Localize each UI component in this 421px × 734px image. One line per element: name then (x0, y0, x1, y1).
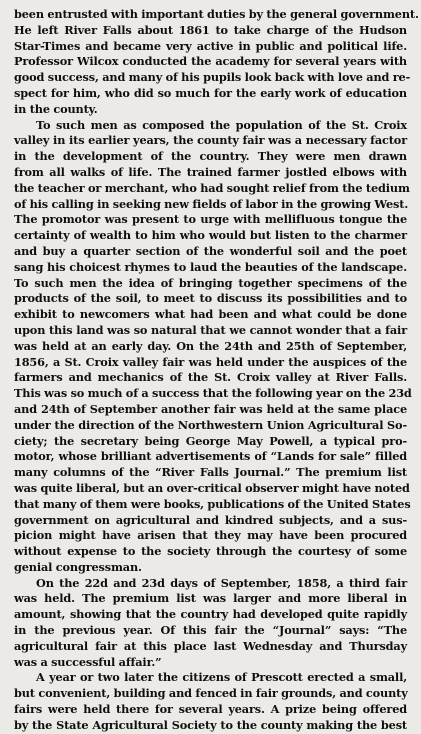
text-line: To such men the idea of bringing together specimens of the (14, 275, 407, 290)
body-text (14, 7, 419, 734)
text-line: On the 22d and 23d days of September, 1858, a third fair (36, 575, 407, 590)
text-line: amount, showing that the country had developed quite rapidly (14, 607, 407, 622)
text-line: was held at an early day. On the 24th and 25th of September, (14, 338, 407, 353)
text-line: good success, and many of his pupils look back with love and re- (14, 70, 411, 85)
text-line: This was so much of a success that the following year on the 23d (14, 386, 412, 401)
text-line: valley in its earlier years, the county fair was a necessary factor (14, 133, 407, 148)
text-line: the teacher or merchant, who had sought relief from the tedium (14, 180, 410, 195)
text-line: under the direction of the Northwestern Union Agricultural So- (14, 417, 407, 432)
text-line: spect for him, who did so much for the early work of education (14, 85, 407, 100)
text-line: was quite liberal, but an over-critical observer might have noted (14, 480, 410, 495)
text-line: but convenient, building and fenced in fair grounds, and county (14, 686, 408, 701)
text-line: without expense to the society through the courtesy of some (14, 544, 407, 559)
text-line: Professor Wilcox conducted the academy for several years with (14, 54, 407, 69)
text-line: motor, whose brilliant advertisements of “Lands for sale” filled (14, 449, 407, 464)
text-line: genial congressman. (14, 559, 142, 574)
text-line: from all walks of life. The trained farmer jostled elbows with (14, 164, 407, 179)
text-line: picion might have arisen that they may have been procured (14, 528, 407, 543)
paragraph (14, 7, 419, 118)
text-line: of his calling in seeking new fields of labor in the growing West. (14, 196, 409, 211)
text-line: Star-Times and became very active in public and political life. (14, 38, 407, 53)
text-line: The promotor was present to urge with mellifluous tongue the (14, 212, 407, 227)
paragraph (14, 576, 407, 671)
text-line: and 24th of September another fair was held at the same place (14, 401, 407, 416)
text-line: certainty of wealth to him who would but listen to the charmer (14, 228, 407, 243)
text-line: exhibit to newcomers what had been and what could be done (14, 307, 407, 322)
text-line: 1856, a St. Croix valley fair was held under the auspices of the (14, 354, 407, 369)
text-line: government on agricultural and kindred subjects, and a sus- (14, 512, 407, 527)
text-line: To such men as composed the population of the St. Croix (36, 117, 407, 132)
text-line: in the previous year. Of this fair the “Journal” says: “The (14, 623, 407, 638)
text-line: ciety; the secretary being George May Powell, a typical pro- (14, 433, 407, 448)
text-line: by the State Agricultural Society to the county making the best (14, 717, 407, 732)
text-line: and buy a quarter section of the wonderful soil and the poet (14, 243, 407, 258)
text-line: fairs were held there for several years. A prize being offered (14, 702, 407, 717)
text-line: He left River Falls about 1861 to take charge of the Hudson (14, 22, 407, 37)
paragraph (14, 670, 407, 733)
text-line: in the development of the country. They were men drawn (14, 149, 407, 164)
text-line: sang his choicest rhymes to laud the beauties of the landscape. (14, 259, 407, 274)
text-line: products of the soil, to meet to discuss its possibilities and to (14, 291, 407, 306)
text-line: many columns of the “River Falls Journal.” The premium list (14, 465, 407, 480)
paragraph (14, 117, 412, 576)
text-line: in the county. (14, 101, 98, 116)
text-line: A year or two later the citizens of Prescott erected a small, (36, 670, 407, 685)
text-line: agricultural fair at this place last Wednesday and Thursday (14, 638, 407, 653)
text-line: farmers and mechanics of the St. Croix valley at River Falls. (14, 370, 407, 385)
text-line: that many of them were books, publications of the United States (14, 496, 411, 511)
text-line: was a successful affair.” (14, 654, 162, 669)
text-line: upon this land was so natural that we cannot wonder that a fair (14, 322, 407, 337)
text-line: was held. The premium list was larger and more liberal in (14, 591, 407, 606)
text-line: been entrusted with important duties by the general government. (14, 7, 419, 21)
